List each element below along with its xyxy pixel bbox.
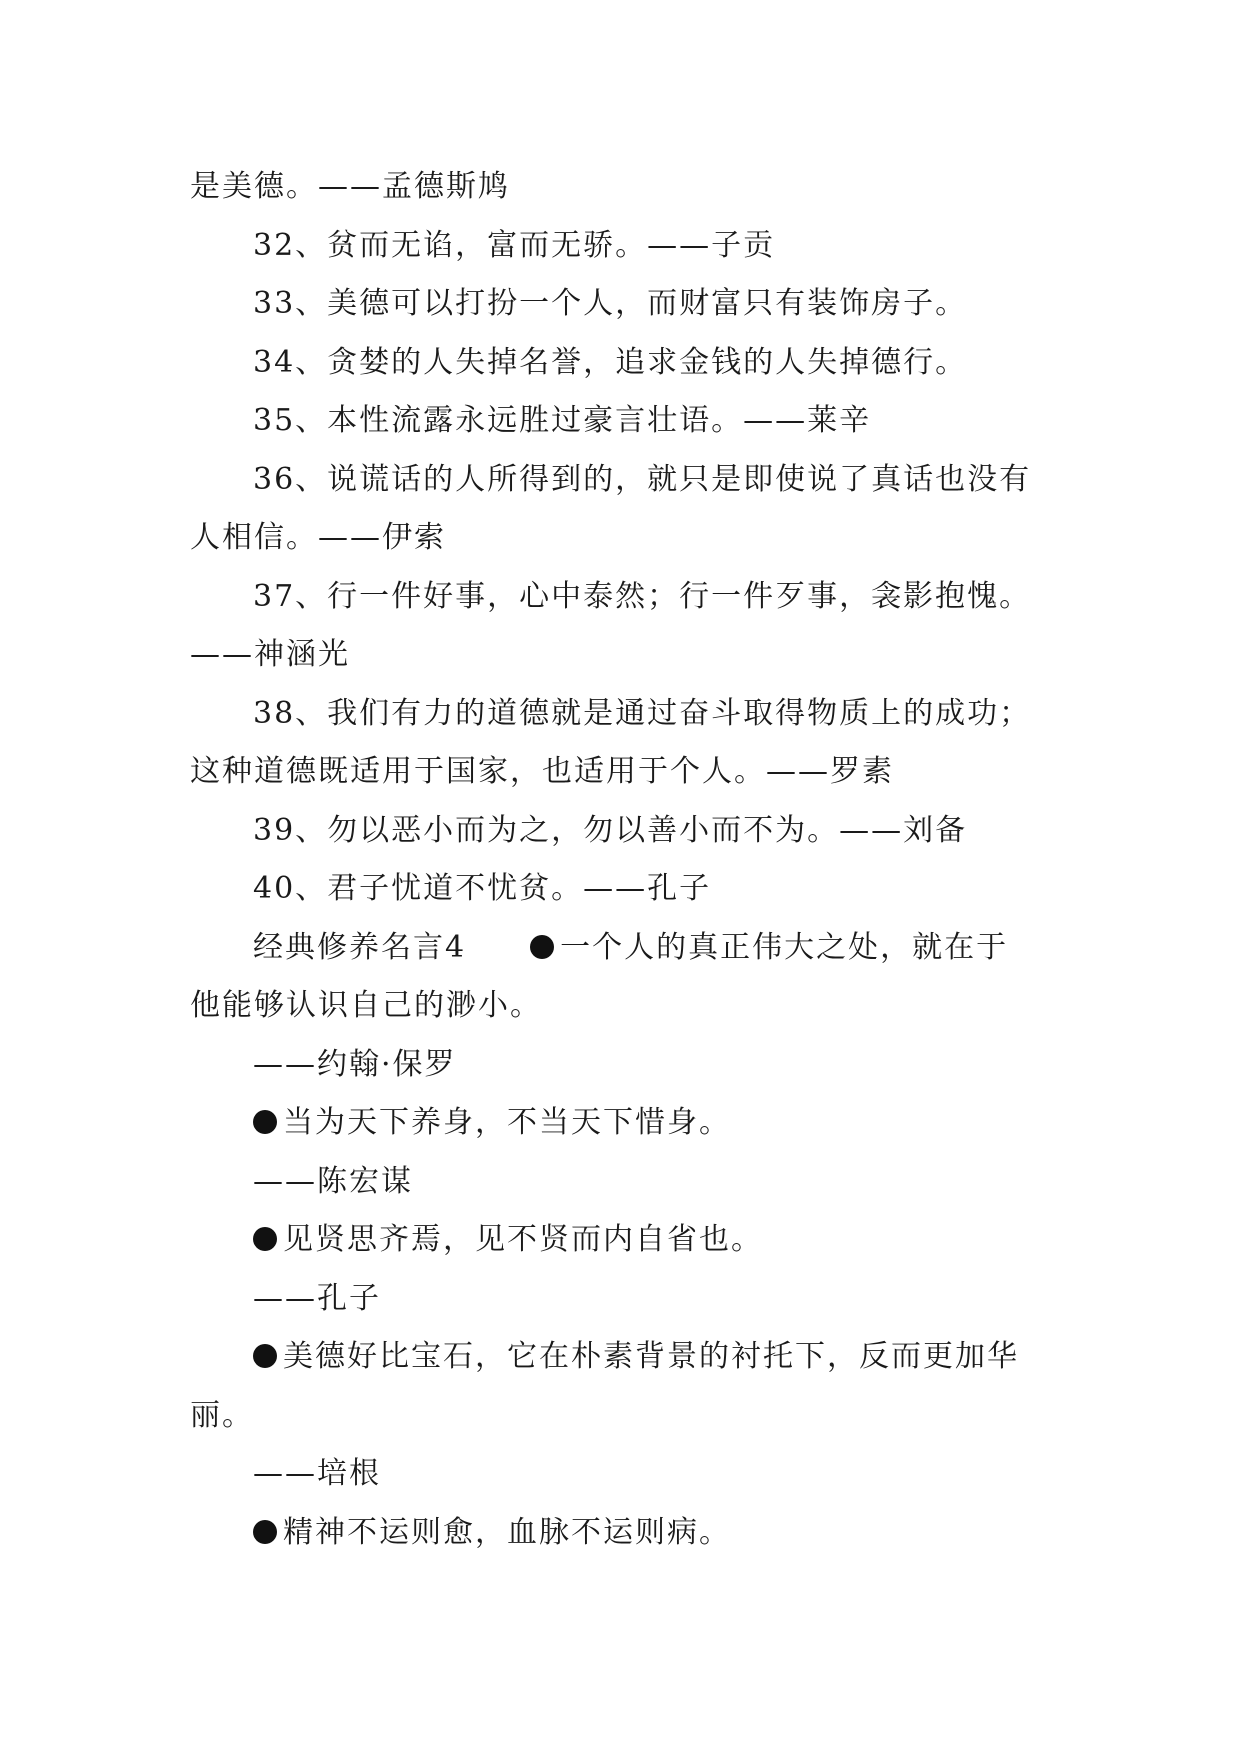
text-line [190,451,1070,510]
bullet-icon [253,1227,277,1251]
text-line [190,743,1070,802]
line-text: 一个人的真正伟大之处，就在于 [560,929,1009,965]
text-line [190,392,1070,451]
quote-text-block [190,158,1070,1562]
text-line [190,626,1070,685]
line-text: ——约翰·保罗 [253,1046,457,1082]
bullet-line [190,1211,1070,1270]
line-text: ——培根 [253,1456,381,1491]
line-text: 精神不运则愈，血脉不运则病。 [283,1514,731,1550]
bullet-line [190,1094,1070,1153]
bullet-icon [253,1520,277,1544]
line-text: 丽。 [190,1397,254,1433]
line-text: 35、本性流露永远胜过豪言壮语。——莱辛 [253,403,872,438]
line-text: 36、说谎话的人所得到的，就只是即使说了真话也没有 [253,461,1032,497]
attribution-line [190,1270,1070,1329]
line-text: 32、贫而无谄，富而无骄。——子贡 [253,227,776,263]
line-text: ——孔子 [253,1280,381,1316]
bullet-icon [253,1344,277,1368]
line-text: 见贤思齐焉，见不贤而内自省也。 [283,1222,763,1257]
line-text: ——神涵光 [190,637,350,672]
line-text: 37、行一件好事，心中泰然；行一件歹事，衾影抱愧。 [253,578,1032,614]
line-text: 39、勿以恶小而为之，勿以善小而不为。——刘备 [253,812,968,848]
bullet-line [190,1328,1070,1387]
text-line [190,919,1070,978]
line-text: 34、贪婪的人失掉名誉，追求金钱的人失掉德行。 [253,344,968,380]
text-line [190,275,1070,334]
line-text: 40、君子忧道不忧贫。——孔子 [253,871,712,906]
section-heading: 经典修养名言4 [253,929,531,965]
text-line [190,509,1070,568]
line-text: ——陈宏谋 [253,1163,413,1199]
text-line [190,568,1070,627]
line-text: 美德好比宝石，它在朴素背景的衬托下，反而更加华 [283,1339,1019,1374]
line-text: 38、我们有力的道德就是通过奋斗取得物质上的成功； [253,695,1032,731]
line-text: 当为天下养身，不当天下惜身。 [283,1105,731,1140]
text-line [190,977,1070,1036]
bullet-icon [530,935,554,959]
line-text: 33、美德可以打扮一个人，而财富只有装饰房子。 [253,286,968,321]
text-line [190,334,1070,393]
line-text: 是美德。——孟德斯鸠 [190,169,510,204]
text-line [190,217,1070,276]
text-line [190,158,1070,217]
line-text: 人相信。——伊索 [190,520,446,555]
bullet-icon [253,1110,277,1134]
attribution-line [190,1036,1070,1095]
bullet-line [190,1504,1070,1563]
text-line [190,860,1070,919]
attribution-line [190,1153,1070,1212]
text-line [190,802,1070,861]
attribution-line [190,1445,1070,1504]
text-line [190,685,1070,744]
text-line [190,1387,1070,1446]
line-text: 这种道德既适用于国家，也适用于个人。——罗素 [190,754,894,789]
line-text: 他能够认识自己的渺小。 [190,988,542,1023]
